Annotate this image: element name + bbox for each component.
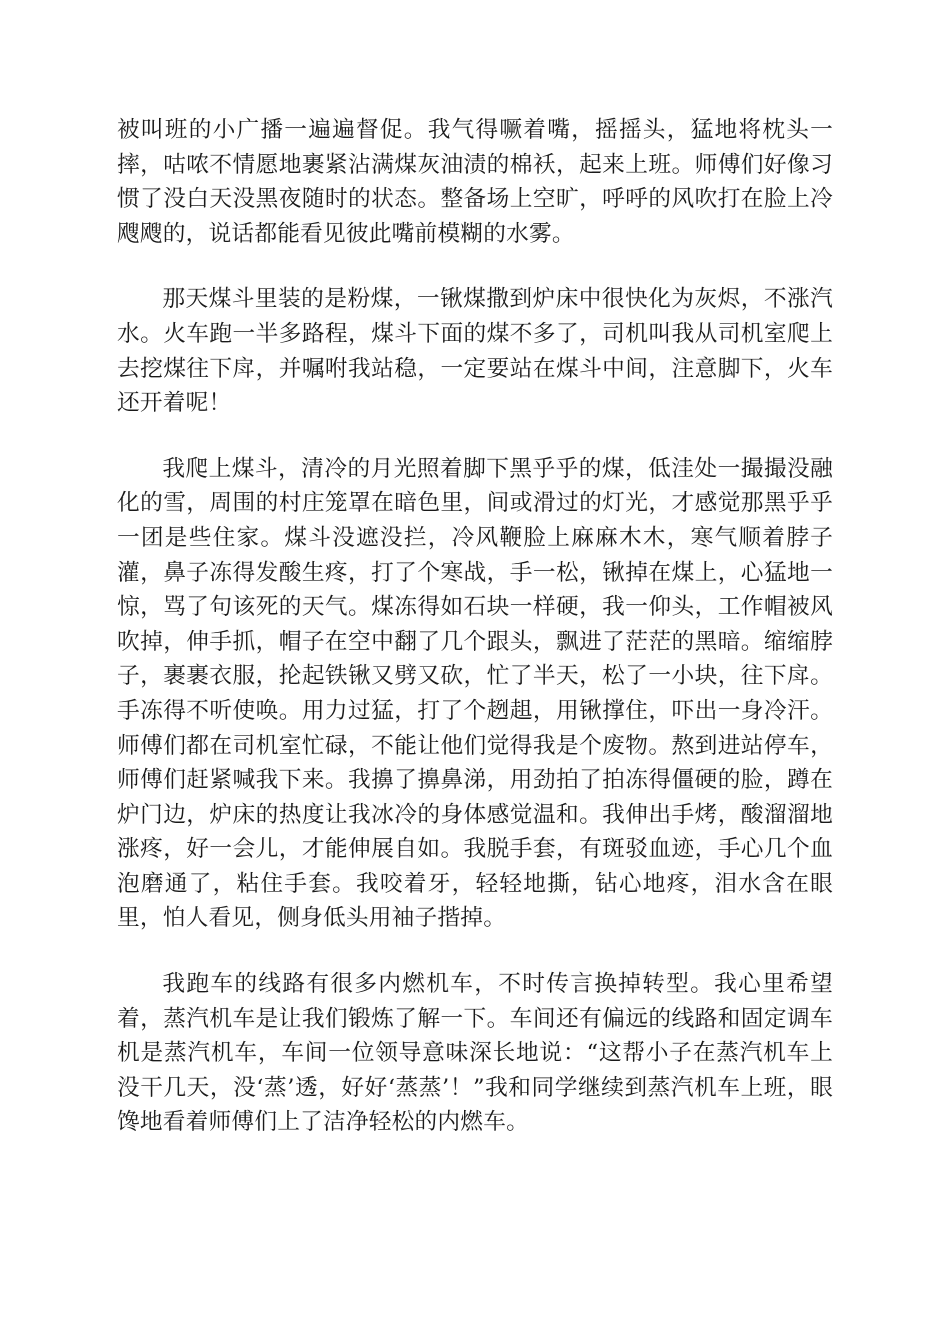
paragraph-1: 被叫班的小广播一遍遍督促。我气得噘着嘴，摇摇头，猛地将枕头一摔，咕哝不情愿地裹紧沾满煤灰油渍的棉袄，起来上班。师傅们好像习惯了没白天没黑夜随时的状态。整备场上空旷，呼呼的风吹打在脸上冷飕飕的，说话都能看见彼此嘴前模糊的水雾。: [117, 117, 833, 247]
paragraph-2: 那天煤斗里装的是粉煤，一锹煤撒到炉床中很快化为灰烬，不涨汽水。火车跑一半多路程，煤斗下面的煤不多了，司机叫我从司机室爬上去挖煤往下戽，并嘱咐我站稳，一定要站在煤斗中间，注意脚下，火车还开着呢！: [117, 286, 833, 417]
paragraph-3: 我爬上煤斗，清冷的月光照着脚下黑乎乎的煤，低洼处一撮撮没融化的雪，周围的村庄笼罩在暗色里，间或滑过的灯光，才感觉那黑乎乎一团是些住家。煤斗没遮没拦，冷风鞭脸上麻麻木木，寒气顺着脖子灌，鼻子冻得发酸生疼，打了个寒战，手一松，锹掉在煤上，心猛地一惊，骂了句该死的天气。煤冻得如石块一样硬，我一仰头，工作帽被风吹掉，伸手抓，帽子在空中翻了几个跟头，飘进了茫茫的黑暗。缩缩脖子，裹裹衣服，抡起铁锹又劈又砍，忙了半天，松了一小块，往下戽。手冻得不听使唤。用力过猛，打了个趔趄，用锹撑住，吓出一身冷汗。师傅们都在司机室忙碌，不能让他们觉得我是个废物。熬到进站停车，师傅们赶紧喊我下来。我擤了擤鼻涕，用劲拍了拍冻得僵硬的脸，蹲在炉门边，炉床的热度让我冰冷的身体感觉温和。我伸出手烤，酸溜溜地涨疼，好一会儿，才能伸展自如。我脱手套，有斑驳血迹，手心几个血泡磨通了，粘住手套。我咬着牙，轻轻地撕，钻心地疼，泪水含在眼里，怕人看见，侧身低头用袖子揩掉。: [117, 455, 833, 932]
paragraph-4: 我跑车的线路有很多内燃机车，不时传言换掉转型。我心里希望着，蒸汽机车是让我们锻炼了解一下。车间还有偏远的线路和固定调车机是蒸汽机车，车间一位领导意味深长地说：“这帮小子在蒸汽机车上没干几天，没‘蒸’透，好好‘蒸蒸’！”我和同学继续到蒸汽机车上班，眼馋地看着师傅们上了洁净轻松的内燃车。: [117, 971, 833, 1136]
body-text: [117, 113, 833, 1171]
